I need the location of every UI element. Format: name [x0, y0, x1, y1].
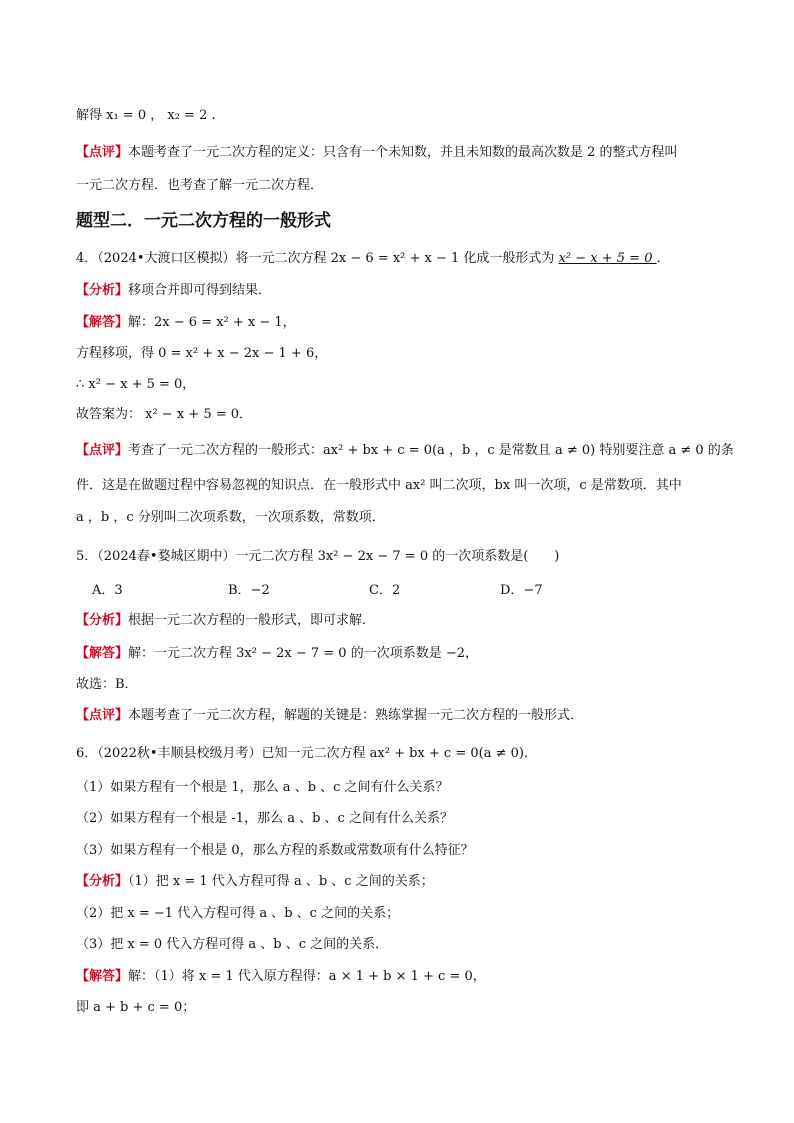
- answer-line: [76, 345, 327, 363]
- text: 4．（2024•大渡口区模拟）将一元二次方程 2x − 6 = x² + x − 1 化成一般形式为: [76, 251, 555, 266]
- answer-line: [76, 645, 478, 663]
- text: （2）如果方程有一个根是 -1，那么 a 、b 、c 之间有什么关系？: [76, 811, 453, 826]
- text: （3）如果方程有一个根是 0，那么方程的系数或常数项有什么特征？: [76, 843, 474, 858]
- answer-line: [76, 676, 138, 694]
- text: 5．（2024春•婺城区期中）一元二次方程 3x² − 2x − 7 = 0 的一次项系数是( ): [76, 549, 560, 564]
- question-4: [76, 250, 670, 268]
- answer-line: [76, 406, 252, 424]
- text: 方程移项，得 0 = x² + x − 2x − 1 + 6，: [76, 346, 328, 361]
- comment-tag: 【点评】: [76, 708, 129, 723]
- answer-tag: 【解答】: [76, 646, 129, 661]
- text: 移项合并即可得到结果．: [128, 283, 272, 298]
- option-d: D．−7: [500, 583, 543, 598]
- answer-blank: x² − x + 5 = 0: [558, 251, 657, 266]
- text: ∴ x² − x + 5 = 0，: [76, 377, 196, 392]
- analysis-line: [76, 936, 388, 954]
- text: 故选：B．: [76, 677, 138, 692]
- answer-line: [76, 314, 296, 332]
- answer-tag: 【解答】: [76, 315, 129, 330]
- section-heading: 题型二．一元二次方程的一般形式: [76, 211, 331, 231]
- answer-line: [76, 999, 195, 1017]
- text: 解得 x₁ = 0 ， x₂ = 2 .: [76, 108, 216, 123]
- comment-tag: 【点评】: [76, 145, 129, 160]
- option-a: A．3: [92, 583, 123, 598]
- analysis-line: [76, 612, 375, 630]
- comment-line: [76, 144, 678, 162]
- sub-question: [76, 810, 453, 828]
- text: 解：一元二次方程 3x² − 2x − 7 = 0 的一次项系数是 −2，: [128, 646, 479, 661]
- text: 本题考查了一元二次方程，解题的关键是：熟练掌握一元二次方程的一般形式．: [128, 708, 584, 723]
- text: 件．这是在做题过程中容易忽视的知识点．在一般形式中 ax² 叫二次项，bx 叫一次项，c 是常数项．其中: [76, 478, 682, 493]
- analysis-line: [76, 282, 271, 300]
- question-6: [76, 745, 537, 763]
- text: （1）如果方程有一个根是 1，那么 a 、b 、c 之间有什么关系？: [76, 780, 449, 795]
- text: 一元二次方程．也考查了解一元二次方程．: [76, 178, 324, 193]
- text: 解：2x − 6 = x² + x − 1，: [128, 315, 296, 330]
- text: 6．（2022秋•丰顺县校级月考）已知一元二次方程 ax² + bx + c = 0(a ≠ 0)．: [76, 746, 537, 761]
- text: ．: [656, 251, 670, 266]
- text: 故答案为： x² − x + 5 = 0．: [76, 407, 253, 422]
- text: 即 a + b + c = 0；: [76, 1000, 196, 1015]
- text: （1）把 x = 1 代入方程可得 a 、b 、c 之间的关系；: [128, 874, 434, 889]
- analysis-line: [76, 905, 399, 923]
- comment-line: [76, 177, 323, 195]
- comment-line: [76, 477, 682, 495]
- text: （2）把 x = −1 代入方程可得 a 、b 、c 之间的关系；: [76, 906, 400, 921]
- analysis-tag: 【分析】: [76, 613, 129, 628]
- text: 解：（1）将 x = 1 代入原方程得：a × 1 + b × 1 + c = 0，: [128, 969, 486, 984]
- sub-question: [76, 779, 449, 797]
- solution-line: [76, 107, 216, 125]
- text: 本题考查了一元二次方程的定义：只含有一个未知数，并且未知数的最高次数是 2 的整式方程叫: [128, 145, 678, 160]
- comment-tag: 【点评】: [76, 443, 129, 458]
- question-5: [76, 548, 559, 566]
- text: a ，b ，c 分别叫二次项系数，一次项系数，常数项．: [76, 510, 385, 525]
- answer-line: [76, 968, 486, 986]
- analysis-tag: 【分析】: [76, 283, 129, 298]
- sub-question: [76, 842, 474, 860]
- comment-line: [76, 707, 583, 725]
- analysis-tag: 【分析】: [76, 874, 129, 889]
- text: 根据一元二次方程的一般形式，即可求解．: [128, 613, 376, 628]
- comment-line: [76, 509, 385, 527]
- option-c: C．2: [369, 583, 401, 598]
- analysis-line: [76, 873, 434, 891]
- option-b: B．−2: [228, 583, 270, 598]
- text: （3）把 x = 0 代入方程可得 a 、b 、c 之间的关系．: [76, 937, 389, 952]
- answer-line: [76, 376, 195, 394]
- answer-tag: 【解答】: [76, 969, 129, 984]
- text: 考查了一元二次方程的一般形式：ax² + bx + c = 0(a ，b ，c 是常数且 a ≠ 0) 特别要注意 a ≠ 0 的条: [128, 443, 734, 458]
- comment-line: [76, 442, 734, 460]
